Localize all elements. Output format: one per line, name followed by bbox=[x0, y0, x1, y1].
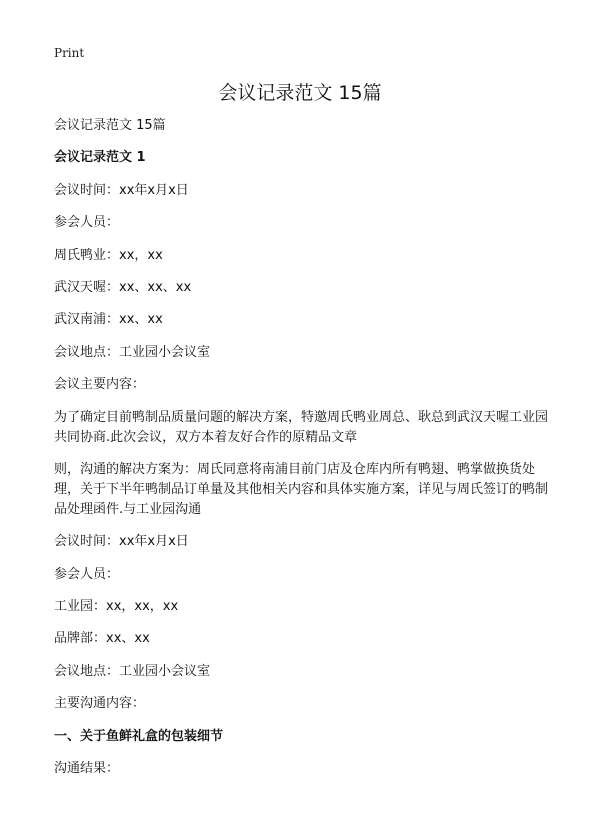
print-link[interactable]: Print bbox=[54, 46, 85, 60]
meeting-time: 会议时间：xx年x月x日 bbox=[54, 182, 189, 198]
meeting-location: 会议地点：工业园小会议室 bbox=[54, 344, 211, 360]
topic-heading: 一、关于鱼鲜礼盒的包装细节 bbox=[54, 728, 224, 744]
meeting-time: 会议时间：xx年x月x日 bbox=[54, 534, 189, 550]
agenda-label: 会议主要内容： bbox=[54, 377, 146, 393]
section-title: 会议记录范文 1 bbox=[54, 150, 146, 166]
agenda-paragraph: 为了确定目前鸭制品质量问题的解决方案，特邀周氏鸭业周总、耿总到武汉天喔工业园共同协商.此次会议，双方本着友好合作的原精品文章 bbox=[54, 409, 549, 445]
topics-label: 主要沟通内容： bbox=[54, 696, 146, 712]
document-subtitle: 会议记录范文 15篇 bbox=[54, 118, 166, 133]
result-label: 沟通结果： bbox=[54, 761, 120, 777]
attendee-nanpu: 武汉南浦：xx、xx bbox=[54, 312, 163, 328]
attendee-brand: 品牌部：xx、xx bbox=[54, 631, 150, 647]
document-body bbox=[54, 116, 554, 791]
attendee-tianxi: 武汉天喔：xx、xx、xx bbox=[54, 279, 192, 295]
page-title: 会议记录范文 15篇 bbox=[218, 82, 382, 104]
attendees-label: 参会人员： bbox=[54, 215, 120, 231]
attendee-park: 工业园：xx，xx，xx bbox=[54, 599, 179, 615]
attendee-zhoushi: 周氏鸭业：xx，xx bbox=[54, 247, 163, 263]
meeting-location: 会议地点：工业园小会议室 bbox=[54, 663, 211, 679]
attendees-label: 参会人员： bbox=[54, 566, 120, 582]
solution-paragraph: 则，沟通的解决方案为：周氏同意将南浦目前门店及仓库内所有鸭翅、鸭掌做换货处理，关于下半年鸭制品订单量及其他相关内容和具体实施方案，详见与周氏签订的鸭制品处理函件.与工业园沟通 bbox=[54, 461, 549, 517]
